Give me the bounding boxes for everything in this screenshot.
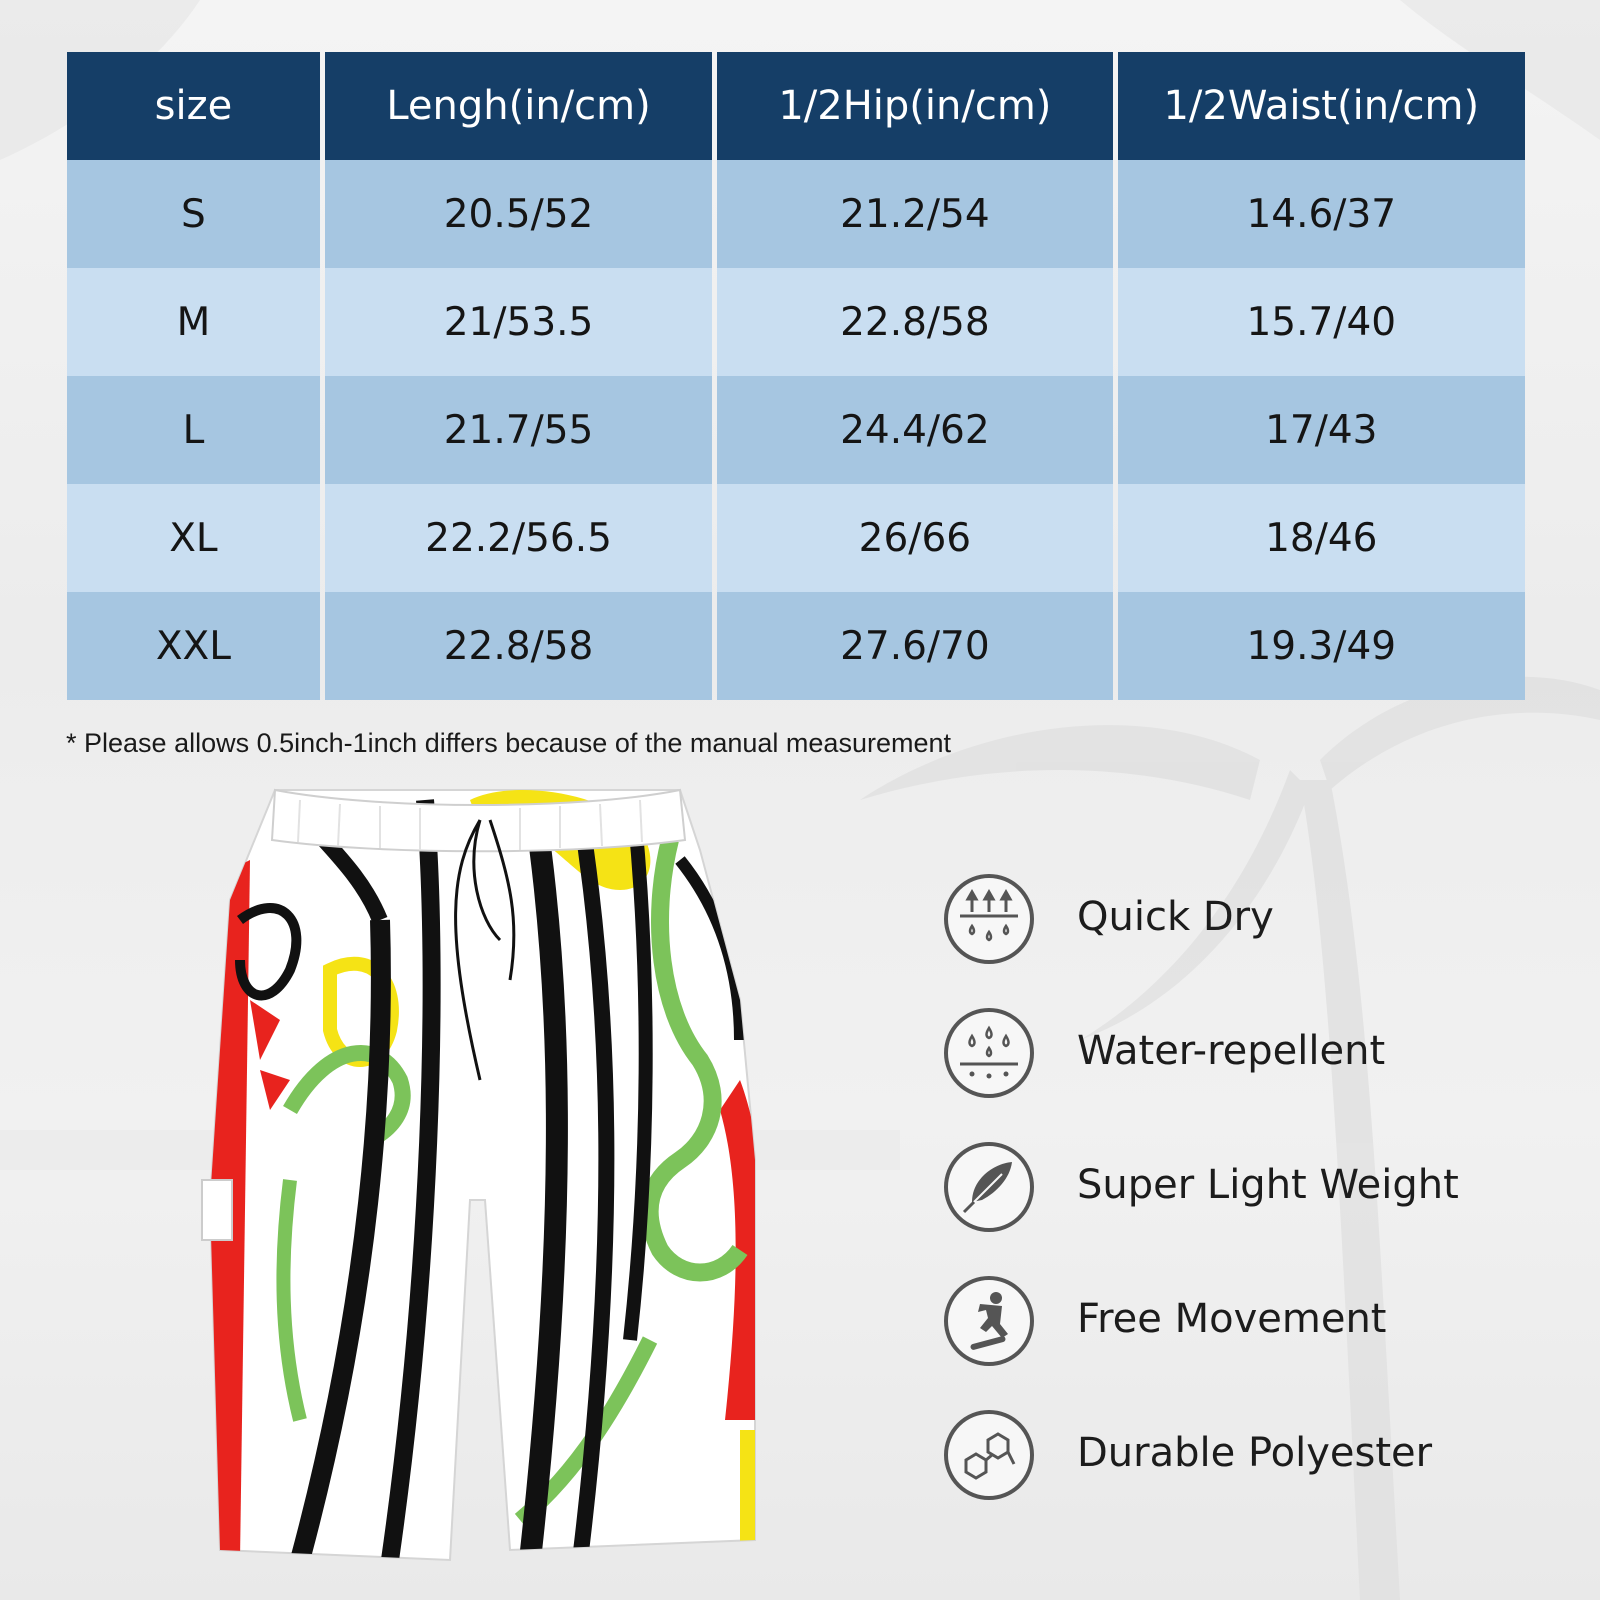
feature-item-free-movement: [942, 1274, 1562, 1408]
cell-hip: 26/66: [717, 484, 1112, 592]
cell-size: XXL: [67, 592, 320, 700]
table-row: [67, 268, 1525, 376]
cell-length: 21/53.5: [325, 268, 712, 376]
cell-waist: 15.7/40: [1118, 268, 1525, 376]
cell-length: 20.5/52: [325, 160, 712, 268]
skater-icon: [942, 1274, 1036, 1368]
feature-label: Water-repellent: [1077, 1028, 1386, 1074]
water-repellent-icon: [942, 1006, 1036, 1100]
measurement-note: * Please allows 0.5inch-1inch differs because of the manual measurement: [66, 728, 952, 758]
cell-hip: 22.8/58: [717, 268, 1112, 376]
feature-item-water-repellent: [942, 1006, 1562, 1140]
table-row: [67, 592, 1525, 700]
size-chart-table: [62, 52, 1530, 700]
table-row: [67, 160, 1525, 268]
cell-size: S: [67, 160, 320, 268]
cell-length: 22.8/58: [325, 592, 712, 700]
cell-size: M: [67, 268, 320, 376]
feature-item-quick-dry: [942, 872, 1562, 1006]
feature-label: Super Light Weight: [1077, 1162, 1459, 1208]
table-row: [67, 484, 1525, 592]
header-length: Lengh(in/cm): [325, 52, 712, 160]
cell-hip: 24.4/62: [717, 376, 1112, 484]
quick-dry-icon: [942, 872, 1036, 966]
cell-size: L: [67, 376, 320, 484]
cell-length: 22.2/56.5: [325, 484, 712, 592]
shorts-product-image: [180, 780, 780, 1580]
cell-waist: 19.3/49: [1118, 592, 1525, 700]
cell-hip: 27.6/70: [717, 592, 1112, 700]
header-hip: 1/2Hip(in/cm): [717, 52, 1112, 160]
feature-list: [942, 872, 1562, 1542]
molecule-icon: [942, 1408, 1036, 1502]
cell-waist: 18/46: [1118, 484, 1525, 592]
feature-label: Quick Dry: [1077, 894, 1274, 940]
cell-length: 21.7/55: [325, 376, 712, 484]
table-header-row: [67, 52, 1525, 160]
feature-label: Durable Polyester: [1077, 1430, 1433, 1476]
feature-item-durable-polyester: [942, 1408, 1562, 1542]
cell-waist: 17/43: [1118, 376, 1525, 484]
feature-label: Free Movement: [1077, 1296, 1387, 1342]
cell-waist: 14.6/37: [1118, 160, 1525, 268]
header-waist: 1/2Waist(in/cm): [1118, 52, 1525, 160]
table-row: [67, 376, 1525, 484]
cell-hip: 21.2/54: [717, 160, 1112, 268]
header-size: size: [67, 52, 320, 160]
feather-icon: [942, 1140, 1036, 1234]
feature-item-light-weight: [942, 1140, 1562, 1274]
cell-size: XL: [67, 484, 320, 592]
